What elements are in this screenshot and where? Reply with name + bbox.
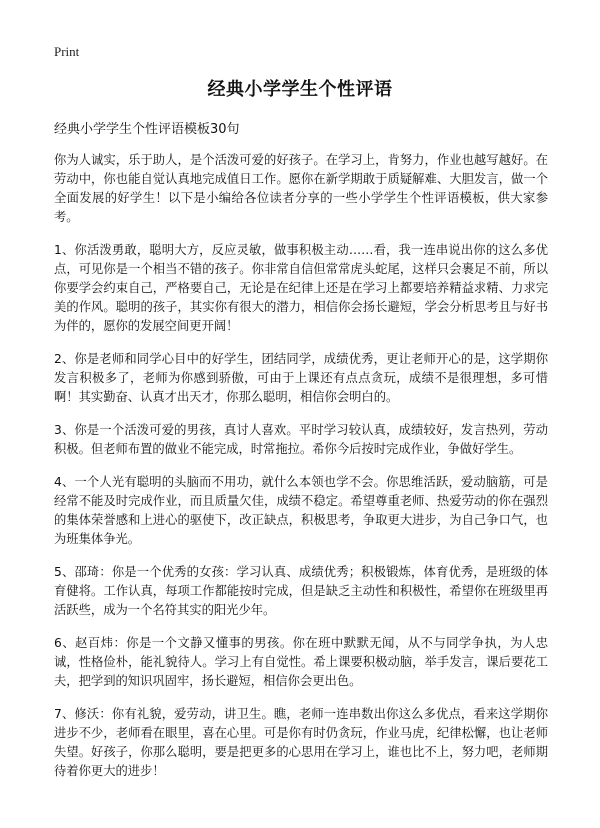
document-subtitle: 经典小学学生个性评语模板30句: [54, 122, 240, 137]
document-title: 经典小学学生个性评语: [207, 79, 393, 100]
comment-paragraph-5: 5、邵琦：你是一个优秀的女孩：学习认真、成绩优秀；积极锻炼，体育优秀，是班级的体育健将。工作认真，每项工作都能按时完成，但是缺乏主动性和积极性，希望你在班级里再活跃些，成为一个名符其实的阳光少年。: [54, 565, 548, 617]
comment-paragraph-3: 3、你是一个活泼可爱的男孩，真讨人喜欢。平时学习较认真，成绩较好，发言热列，劳动积极。但老师布置的做业不能完成，时常拖拉。希你今后按时完成作业，争做好学生。: [54, 423, 548, 456]
comment-paragraph-7: 7、修沃：你有礼貌，爱劳动，讲卫生。瞧，老师一连串数出你这么多优点，看来这学期你进步不少，老师看在眼里，喜在心里。可是你有时仍贪玩，作业马虎，纪律松懈，也让老师失望。好孩子，你那么聪明，要是把更多的心思用在学习上，谁也比不上，努力吧，老师期待着你更大的进步！: [54, 707, 548, 778]
document-body: [54, 121, 548, 795]
comment-paragraph-4: 4、一个人光有聪明的头脑而不用功，就什么本领也学不会。你思维活跃，爱动脑筋，可是经常不能及时完成作业，而且质量欠佳，成绩不稳定。希望尊重老师、热爱劳动的你在强烈的集体荣誉感和上进心的驱使下，改正缺点，积极思考，争取更大进步，为自己争口气，也为班集体争光。: [54, 475, 548, 546]
print-link[interactable]: Print: [54, 44, 80, 59]
comment-paragraph-2: 2、你是老师和同学心目中的好学生，团结同学，成绩优秀，更让老师开心的是，这学期你发言积极多了，老师为你感到骄傲，可由于上课还有点点贪玩，成绩不是很理想，多可惜啊！其实勤奋、认真才出天才，你那么聪明，相信你会明白的。: [54, 352, 548, 404]
comment-paragraph-1: 1、你活泼勇敢，聪明大方，反应灵敏，做事积极主动……看，我一连串说出你的这么多优点，可见你是一个相当不错的孩子。你非常自信但常常虎头蛇尾，这样只会裹足不前，所以你要学会约束自己，严格要自己，无论是在纪律上还是在学习上都要培养精益求精、力求完美的作风。聪明的孩子，其实你有很大的潜力，相信你会扬长避短，学会分析思考且与好书为伴的，愿你的发展空间更开阔！: [54, 243, 548, 333]
intro-paragraph: 你为人诚实，乐于助人，是个活泼可爱的好孩子。在学习上，肯努力，作业也越写越好。在劳动中，你也能自觉认真地完成值日工作。愿你在新学期敢于质疑解难、大胆发言，做一个全面发展的好学生！以下是小编给各位读者分享的一些小学学生个性评语模板，供大家参考。: [54, 153, 548, 224]
comment-paragraph-6: 6、赵百炜：你是一个文静又懂事的男孩。你在班中默默无闻，从不与同学争执，为人忠诚，性格俭朴，能礼貌待人。学习上有自觉性。希上课要积极动脑，举手发言，课后要花工夫，把学到的知识巩固牢，扬长避短，相信你会更出色。: [54, 636, 548, 688]
